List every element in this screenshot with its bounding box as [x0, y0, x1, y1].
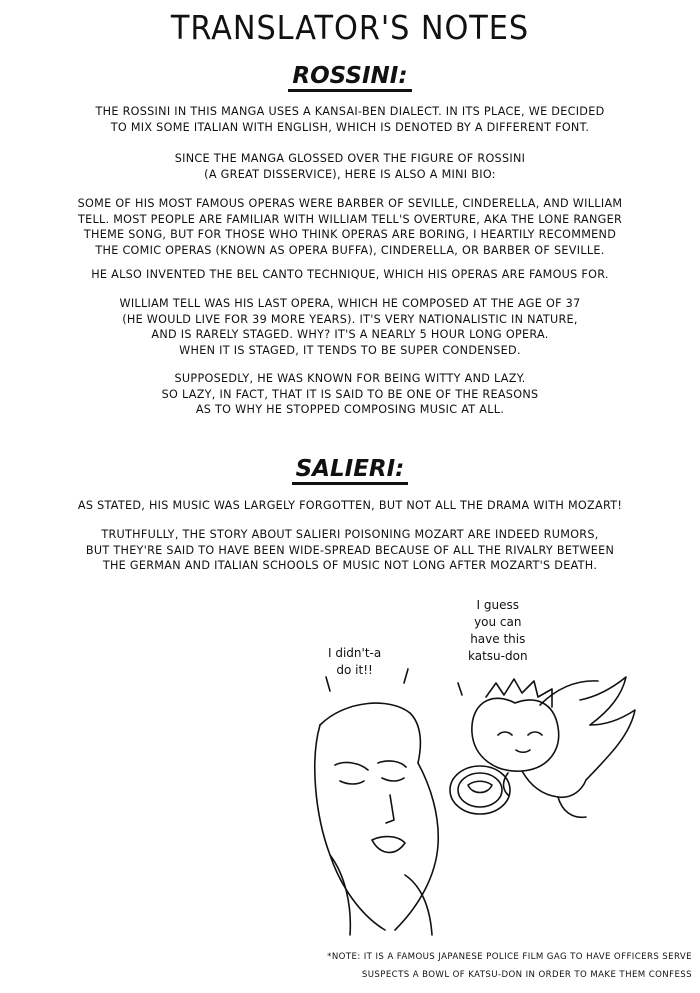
page-title: TRANSLATOR'S NOTES [170, 8, 530, 47]
rossini-paragraph-1: THE ROSSINI IN THIS MANGA USES A KANSAI-BEN DIALECT. IN ITS PLACE, WE DECIDED TO MIX SOME ITALIAN WITH ENGLISH, WHICH IS DENOTED BY A DIFFERENT FONT. [95, 105, 605, 134]
footnote: *NOTE: IT IS A FAMOUS JAPANESE POLICE FILM GAG TO HAVE OFFICERS SERVE SUSPECTS A BOWL OF KATSU-DON IN ORDER TO MAKE THEM CONFESS [327, 952, 692, 980]
rossini-paragraph-5: WILLIAM TELL WAS HIS LAST OPERA, WHICH HE COMPOSED AT THE AGE OF 37 (HE WOULD LIVE FOR 39 MORE YEARS). IT'S VERY NATIONALISTIC IN NATURE, AND IS RARELY STAGED. WHY? IT'S A NEARLY 5 HOUR LONG OPERA. WHEN IT IS STAGED, IT TENDS TO BE SUPER CONDENSED. [119, 297, 581, 357]
salieri-paragraph-1: AS STATED, HIS MUSIC WAS LARGELY FORGOTTEN, BUT NOT ALL THE DRAMA WITH MOZART! [77, 499, 623, 512]
rossini-paragraph-3: SOME OF HIS MOST FAMOUS OPERAS WERE BARBER OF SEVILLE, CINDERELLA, AND WILLIAM TELL. MOST PEOPLE ARE FAMILIAR WITH WILLIAM TELL'S OVERTURE, AKA THE LONE RANGER THEME SONG, BUT FOR THOSE WHO THINK OPERAS ARE BORING, I HEARTILY RECOMMEND THE COMIC OPERAS (KNOWN AS OPERA BUFFA), CINDERELLA, OR BARBER OF SEVILLE. [77, 197, 623, 257]
salieri-speech: I didn't-a do it!! [328, 646, 382, 677]
rossini-speech: I guess you can have this katsu-don [468, 598, 528, 663]
rossini-paragraph-4: HE ALSO INVENTED THE BEL CANTO TECHNIQUE, WHICH HIS OPERAS ARE FAMOUS FOR. [91, 268, 609, 281]
rossini-paragraph-6: SUPPOSEDLY, HE WAS KNOWN FOR BEING WITTY AND LAZY. SO LAZY, IN FACT, THAT IT IS SAID TO BE ONE OF THE REASONS AS TO WHY HE STOPPED COMPOSING MUSIC AT ALL. [161, 372, 539, 416]
salieri-paragraph-2: TRUTHFULLY, THE STORY ABOUT SALIERI POISONING MOZART ARE INDEED RUMORS, BUT THEY'RE SAID TO HAVE BEEN WIDE-SPREAD BECAUSE OF ALL THE RIVALRY BETWEEN THE GERMAN AND ITALIAN SCHOOLS OF MUSIC NOT LONG AFTER MOZART'S DEATH. [85, 528, 615, 572]
rossini-paragraph-2: SINCE THE MANGA GLOSSED OVER THE FIGURE OF ROSSINI (A GREAT DISSERVICE), HERE IS ALSO A MINI BIO: [174, 152, 526, 181]
salieri-heading: SALIERI: [0, 456, 700, 482]
rossini-heading: ROSSINI: [0, 63, 700, 89]
